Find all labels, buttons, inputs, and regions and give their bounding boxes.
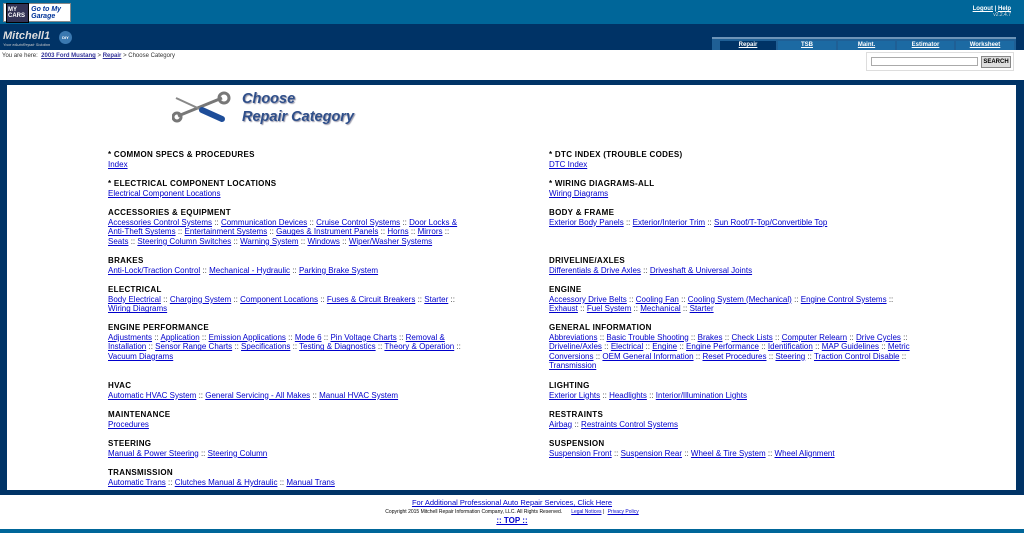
category-title: ELECTRICAL [108,285,162,294]
category-title: ACCESSORIES & EQUIPMENT [108,208,231,217]
category-link[interactable]: Windows [307,236,340,246]
copyright: Copyright 2015 Mitchell Repair Information Company, LLC. All Rights Reserved. [385,509,563,515]
category-link[interactable]: Cruise Control Systems [316,217,401,227]
link-separator: :: [323,332,329,342]
garage-label: Go to My Garage [31,5,62,20]
link-separator: :: [279,477,285,487]
category-link[interactable]: General Servicing - All Makes [205,390,311,400]
category-link[interactable]: Seats [108,236,129,246]
link-separator: :: [342,236,347,246]
category-section [549,381,911,400]
link-separator: :: [168,477,173,487]
help-link[interactable]: Help [997,6,1011,12]
category-title: DRIVELINE/AXLES [549,256,626,265]
tab-repair[interactable] [720,41,776,50]
category-link[interactable]: Exterior/Interior Trim [632,217,706,227]
separator: | [602,509,605,515]
category-link[interactable]: Suspension Rear [620,448,682,458]
link-separator: :: [450,294,455,304]
category-section [108,410,470,429]
footer [0,495,1024,529]
category-link[interactable]: Starter [689,304,714,314]
version-label: v2.2.4.7 [993,12,1011,18]
category-title: BODY & FRAME [549,208,615,217]
tab-maint[interactable] [838,41,895,50]
category-link[interactable]: Exhaust [549,304,578,314]
category-link[interactable]: Wiring Diagrams [108,304,168,314]
tab-repair-link[interactable]: Repair [738,42,758,48]
category-link[interactable]: Interior/Illumination Lights [655,390,747,400]
link-separator: :: [815,342,820,352]
category-link[interactable]: Horns [387,227,409,237]
link-separator: :: [761,342,766,352]
category-section [549,285,911,314]
category-link[interactable]: Wheel Alignment [774,448,835,458]
tab-worksheet[interactable] [956,41,1014,50]
link-separator: :: [707,217,712,227]
category-title: * DTC INDEX (TROUBLE CODES) [549,150,683,159]
category-link[interactable]: Engine [652,342,678,352]
link-separator: :: [807,351,812,361]
link-separator: :: [202,265,207,275]
link-separator: :: [214,217,219,227]
category-link[interactable]: Manual & Power Steering [108,448,199,458]
link-separator: :: [684,448,689,458]
link-separator: :: [645,342,650,352]
go-to-my-garage-button[interactable] [3,3,71,22]
link-separator: :: [410,227,416,237]
category-link[interactable]: Body Electrical [108,294,161,304]
category-title: MAINTENANCE [108,410,171,419]
category-section [549,256,911,275]
breadcrumb-sep: > [97,53,102,59]
category-link[interactable]: Parking Brake System [298,265,379,275]
link-separator: :: [402,217,407,227]
separator: | [994,6,997,12]
link-separator: :: [901,351,907,361]
category-section [549,208,911,227]
category-link[interactable]: Abbreviations [549,332,598,342]
link-separator: :: [625,217,631,227]
category-title: TRANSMISSION [108,468,173,477]
category-section [549,179,911,198]
category-title: * ELECTRICAL COMPONENT LOCATIONS [108,179,277,188]
link-separator: :: [633,304,638,314]
link-separator: :: [595,351,601,361]
category-title: * COMMON SPECS & PROCEDURES [108,150,255,159]
tab-maint-link[interactable]: Maint. [857,42,876,48]
search-input[interactable] [871,57,978,66]
link-separator: :: [604,342,609,352]
category-link[interactable]: Sensor Range Charts [155,342,233,352]
main-tabs [712,37,1016,50]
category-title: LIGHTING [549,381,590,390]
category-link[interactable]: Traction Control Disable [813,351,900,361]
link-separator: :: [300,236,306,246]
link-separator: :: [682,304,688,314]
link-separator: :: [312,390,317,400]
link-separator: :: [903,332,908,342]
category-title: STEERING [108,439,152,448]
category-link[interactable]: Accessories Control Systems [108,217,213,227]
category-link[interactable]: DTC Index [549,159,588,169]
category-section [108,208,470,246]
link-separator: :: [849,332,854,342]
category-link[interactable]: Accessory Drive Belts [549,294,627,304]
category-link[interactable]: Headlights [609,390,647,400]
link-separator: :: [292,265,297,275]
category-link[interactable]: Communication Devices [220,217,308,227]
category-section [549,410,911,429]
category-link[interactable]: Mechanical - Hydraulic [209,265,291,275]
category-link[interactable]: Electrical Component Locations [108,188,221,198]
category-link[interactable]: Automatic HVAC System [108,390,197,400]
category-link[interactable]: Electrical [610,342,644,352]
logout-link[interactable]: Logout [972,6,993,12]
link-separator: :: [456,342,461,352]
category-link[interactable]: Automatic Trans [108,477,166,487]
category-link[interactable]: Wheel & Tire System [690,448,766,458]
link-separator: :: [163,294,168,304]
tab-tsb[interactable] [778,41,836,50]
category-link[interactable]: Reset Procedures [702,351,767,361]
category-link[interactable]: Identification [767,342,813,352]
category-link[interactable]: Index [108,159,128,169]
link-separator: :: [320,294,325,304]
category-section [108,179,470,198]
category-link[interactable]: Sun Roof/T-Top/Convertible Top [714,217,828,227]
legal-notices-link[interactable]: Legal Notices [571,509,602,515]
link-separator: :: [234,342,239,352]
category-link[interactable]: Wiper/Washer Systems [348,236,433,246]
category-link[interactable]: OEM General Information [602,351,694,361]
page-title: Choose Repair Category [242,91,355,125]
more-services-link[interactable]: For Additional Professional Auto Repair Services, Click Here [411,498,613,507]
link-separator: :: [177,227,183,237]
category-section [549,439,911,458]
category-link[interactable]: Differentials & Drive Axles [549,265,641,275]
link-separator: :: [148,342,153,352]
category-link[interactable]: Steering Column [207,448,268,458]
link-separator: :: [881,342,886,352]
link-separator: :: [380,227,386,237]
category-link[interactable]: Wiring Diagrams [549,188,609,198]
link-separator: :: [643,265,648,275]
category-link[interactable]: Application [160,332,200,342]
category-section [108,439,470,458]
link-separator: :: [649,390,654,400]
category-title: RESTRAINTS [549,410,604,419]
category-link[interactable]: Charging System [169,294,232,304]
category-link[interactable]: Check Lists [731,332,773,342]
link-separator: :: [794,294,799,304]
link-separator: :: [288,332,293,342]
category-section [549,323,911,371]
link-separator: :: [613,448,619,458]
link-separator: :: [681,294,686,304]
category-section [108,381,470,400]
search-button[interactable]: SEARCH [981,56,1011,68]
link-separator: :: [599,332,605,342]
link-separator: :: [775,332,780,342]
bottom-bar [0,529,1024,533]
logo-name: Mitchell1 [3,30,51,42]
category-link[interactable]: Driveline/Axles [549,342,602,352]
category-link[interactable]: Cooling System (Mechanical) [687,294,792,304]
category-link[interactable]: Fuses & Circuit Breakers [326,294,416,304]
category-link[interactable]: Engine Performance [686,342,759,352]
category-link[interactable]: Transmission [549,361,597,371]
logo-tagline: Your eAutoRepair Solution [3,42,51,47]
breadcrumb-prefix: You are here: [2,53,38,59]
category-link[interactable]: Brakes [697,332,723,342]
breadcrumb-current: Choose Category [128,53,175,59]
link-separator: :: [724,332,730,342]
category-link[interactable]: Starter [424,294,449,304]
category-link[interactable]: Steering [775,351,806,361]
category-link[interactable]: Computer Relearn [781,332,848,342]
link-separator: :: [695,351,701,361]
diy-badge: DIY [59,31,72,44]
link-separator: :: [690,332,696,342]
category-title: * WIRING DIAGRAMS-ALL [549,179,655,188]
category-link[interactable]: Restraints Control Systems [581,419,678,429]
category-section [108,323,470,361]
link-separator: :: [679,342,684,352]
category-link[interactable]: Anti-Lock/Traction Control [108,265,201,275]
category-title: ENGINE [549,285,582,294]
account-links [973,6,1011,18]
link-separator: :: [398,332,404,342]
category-link[interactable]: Specifications [241,342,291,352]
link-separator: :: [198,390,204,400]
category-title: BRAKES [108,256,144,265]
link-separator: :: [444,227,450,237]
category-link[interactable]: Basic Trouble Shooting [606,332,689,342]
category-link[interactable]: Metric Conversions [549,342,910,361]
category-link[interactable]: Testing & Diagnostics [299,342,376,352]
category-section [549,150,911,169]
link-separator: :: [233,236,238,246]
category-link[interactable]: Manual Trans [286,477,335,487]
category-link[interactable]: MAP Guidelines [821,342,879,352]
link-separator: :: [580,304,585,314]
tab-worksheet-link[interactable]: Worksheet [969,42,1001,48]
category-link[interactable]: Procedures [108,419,149,429]
category-link[interactable]: Emission Applications [208,332,286,342]
category-link[interactable]: Airbag [549,419,573,429]
category-link[interactable]: Gauges & Instrument Panels [276,227,379,237]
category-link[interactable]: Mode 6 [294,332,322,342]
link-separator: :: [269,227,274,237]
link-separator: :: [417,294,423,304]
category-link[interactable]: Fuel System [586,304,632,314]
category-link[interactable]: Pin Voltage Charts [330,332,397,342]
breadcrumb-sep: > [123,53,127,59]
category-section [108,468,470,487]
back-to-top-link[interactable]: :: TOP :: [496,516,528,525]
category-link[interactable]: Adjustments [108,332,153,342]
category-link[interactable]: Exterior Body Panels [549,217,624,227]
tab-tsb-link[interactable]: TSB [801,42,813,48]
category-link[interactable]: Manual HVAC System [319,390,399,400]
link-separator: :: [201,332,207,342]
category-link[interactable]: Suspension Front [549,448,612,458]
link-separator: :: [377,342,383,352]
link-separator: :: [200,448,206,458]
link-separator: :: [292,342,298,352]
category-link[interactable]: Entertainment Systems [184,227,268,237]
category-link[interactable]: Removal & Installation [108,332,445,352]
mitchell1-logo [3,30,69,47]
link-separator: :: [574,419,579,429]
category-link[interactable]: Component Locations [240,294,318,304]
category-link[interactable]: Warning System [240,236,299,246]
privacy-policy-link[interactable]: Privacy Policy [607,509,639,515]
link-separator: :: [629,294,634,304]
category-link[interactable]: Mirrors [417,227,443,237]
link-separator: :: [767,448,773,458]
category-link[interactable]: Engine Control Systems [800,294,887,304]
category-link[interactable]: Mechanical [640,304,681,314]
my-cars-badge: MY CARS [6,3,29,23]
category-link[interactable]: Clutches Manual & Hydraulic [174,477,278,487]
breadcrumb-repair[interactable]: Repair [102,53,122,59]
tab-estimator-link[interactable]: Estimator [911,42,940,48]
breadcrumb-vehicle[interactable]: 2003 Ford Mustang [41,53,96,59]
tab-estimator[interactable] [897,41,954,50]
category-link[interactable]: Vacuum Diagrams [108,351,174,361]
link-separator: :: [130,236,136,246]
category-section [108,256,470,275]
category-title: HVAC [108,381,132,390]
link-separator: :: [602,390,607,400]
link-separator: :: [233,294,238,304]
breadcrumb [2,53,175,59]
category-link[interactable]: Driveshaft & Universal Joints [649,265,753,275]
link-separator: :: [154,332,159,342]
category-link[interactable]: Exterior Lights [549,390,601,400]
category-link[interactable]: Drive Cycles [856,332,901,342]
category-link[interactable]: Steering Column Switches [137,236,232,246]
page-header [172,90,355,129]
link-separator: :: [309,217,314,227]
top-bar [0,0,1024,24]
wrench-screwdriver-icon [172,90,234,124]
category-section [108,285,470,314]
category-link[interactable]: Door Locks & Anti-Theft Systems [108,217,458,237]
category-link[interactable]: Cooling Fan [635,294,679,304]
category-title: GENERAL INFORMATION [549,323,652,332]
link-separator: :: [888,294,894,304]
category-title: SUSPENSION [549,439,605,448]
category-title: ENGINE PERFORMANCE [108,323,209,332]
search-box [866,52,1014,71]
link-separator: :: [768,351,774,361]
category-section [108,150,470,169]
category-link[interactable]: Theory & Operation [384,342,455,352]
